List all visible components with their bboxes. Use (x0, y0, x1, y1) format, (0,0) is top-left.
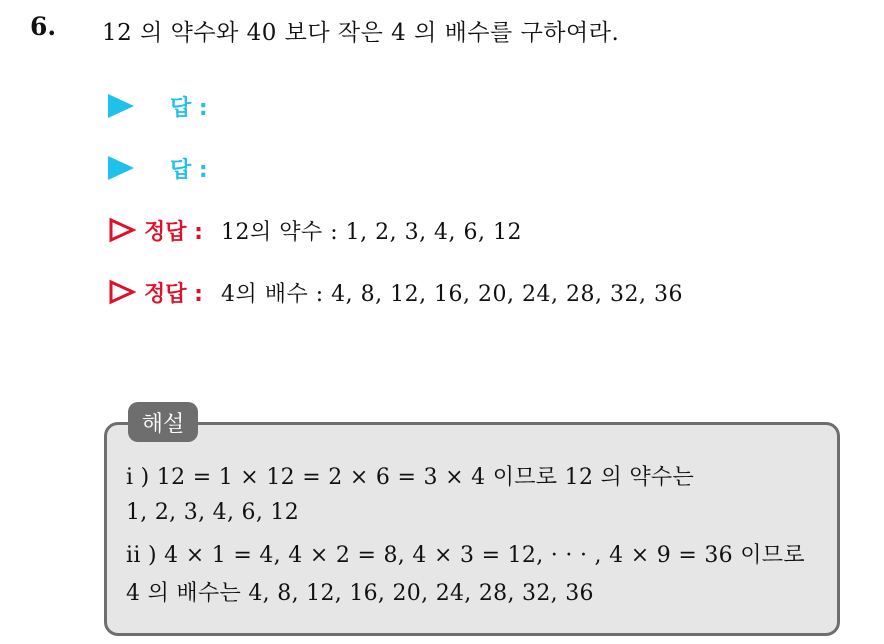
explanation-line-2: 1, 2, 3, 4, 6, 12 (126, 500, 300, 525)
outline-triangle-icon (108, 217, 136, 243)
solution-row-1 (108, 213, 522, 247)
solution-label: 정답 : (144, 281, 203, 307)
answer-row-2 (108, 151, 208, 185)
outline-triangle-icon (108, 279, 136, 305)
explanation-line-1: i ) 12 = 1 × 12 = 2 × 6 = 3 × 4 이므로 12 의 약수는 (126, 465, 695, 490)
explanation-tab: 해설 (128, 402, 198, 442)
play-triangle-icon (108, 94, 134, 118)
answer-row-1 (108, 89, 208, 123)
question-number: 6. (30, 12, 57, 41)
explanation-line-3: ii ) 4 × 1 = 4, 4 × 2 = 8, 4 × 3 = 12, · · · , 4 × 9 = 36 이므로 (126, 543, 805, 568)
solution-row-2 (108, 275, 683, 309)
solution-value: 12의 약수 : 1, 2, 3, 4, 6, 12 (220, 219, 523, 245)
question-text: 12 의 약수와 40 보다 작은 4 의 배수를 구하여라. (102, 20, 620, 46)
solution-value: 4의 배수 : 4, 8, 12, 16, 20, 24, 28, 32, 36 (220, 281, 683, 307)
answer-label: 답 : (170, 157, 208, 183)
answer-label: 답 : (170, 95, 208, 121)
explanation-line-4: 4 의 배수는 4, 8, 12, 16, 20, 24, 28, 32, 36 (126, 581, 594, 606)
solution-label: 정답 : (144, 219, 203, 245)
play-triangle-icon (108, 156, 134, 180)
